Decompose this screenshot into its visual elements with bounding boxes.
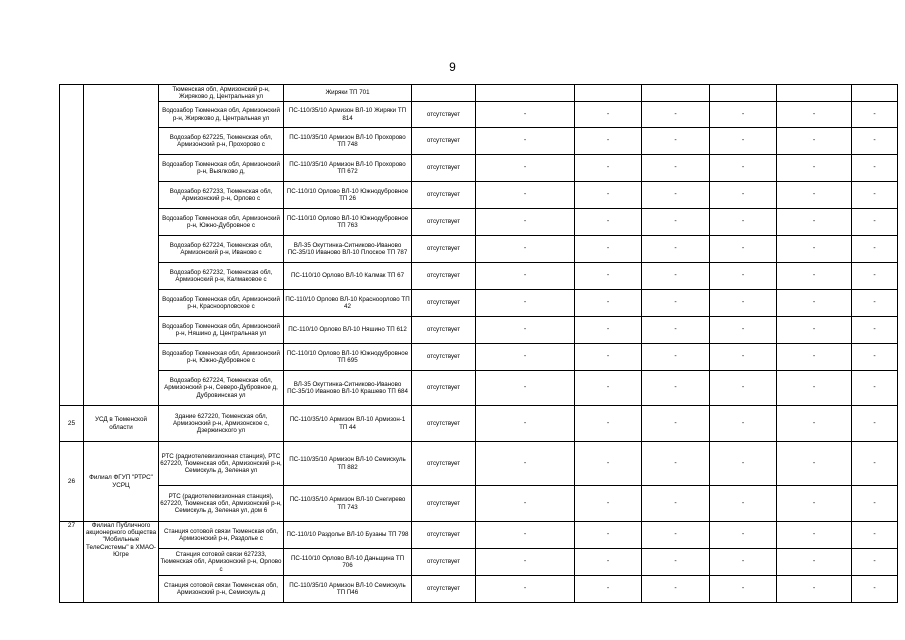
value-cell: - (642, 102, 710, 128)
value-cell: - (476, 236, 575, 263)
object-cell: Водозабор 627224, Тюменская обл, Армизонский р-н, Иваново с (159, 236, 284, 263)
value-cell: - (642, 344, 710, 371)
table-row (60, 182, 898, 209)
power-line-cell: ПС-110/35/10 Армизон ВЛ-10 Семискуль ТП 882 (284, 442, 412, 486)
value-cell: - (852, 442, 898, 486)
object-cell: Тюменская обл, Армизонский р-н, Жиряково д, Центральная ул (159, 85, 284, 102)
power-line-cell: ПС-110/10 Орлово ВЛ-10 Красноорлово ТП 42 (284, 290, 412, 317)
object-cell: РТС (радиотелевизионная станция), 627220, Тюменская обл, Армизонский р-н, Семискуль д, Зеленая ул, дом 6 (159, 486, 284, 522)
value-cell: - (642, 236, 710, 263)
value-cell: - (710, 236, 777, 263)
value-cell: - (777, 317, 852, 344)
value-cell: - (852, 371, 898, 406)
status-cell: отсутствует (412, 486, 476, 522)
value-cell: - (710, 209, 777, 236)
value-cell: - (710, 371, 777, 406)
value-cell: - (642, 155, 710, 182)
value-cell: - (642, 406, 710, 442)
value-cell: - (852, 236, 898, 263)
organization-cell: Филиал ФГУП "РТРС" УСРЦ (84, 442, 159, 522)
value-cell: - (852, 486, 898, 522)
status-cell: отсутствует (412, 576, 476, 603)
object-cell: Водозабор Тюменская обл, Армизонский р-н, Южно-Дубровное с (159, 344, 284, 371)
value-cell: - (642, 128, 710, 155)
value-cell: - (852, 522, 898, 549)
power-line-cell: ПС-110/10 Орлово ВЛ-10 Калмак ТП 67 (284, 263, 412, 290)
value-cell: - (852, 317, 898, 344)
status-cell: отсутствует (412, 549, 476, 576)
object-cell: Водозабор Тюменская обл, Армизонский р-н, Няшино д, Центральная ул (159, 317, 284, 344)
value-cell: - (476, 263, 575, 290)
value-cell: - (777, 522, 852, 549)
row-number: 26 (60, 442, 84, 522)
value-cell: - (642, 290, 710, 317)
object-cell: РТС (радиотелевизионная станция), РТС 627220, Тюменская обл, Армизонский р-н, Семискуль д, Зеленая ул (159, 442, 284, 486)
object-cell: Водозабор Тюменская обл, Армизонский р-н, Красноорловское с (159, 290, 284, 317)
power-line-cell: ПС-110/35/10 Армизон ВЛ-10 Прохорово ТП 672 (284, 155, 412, 182)
value-cell: - (710, 102, 777, 128)
power-line-cell: ПС-110/35/10 Армизон ВЛ-10 Прохорово ТП 748 (284, 128, 412, 155)
status-cell: отсутствует (412, 344, 476, 371)
table-row (60, 576, 898, 603)
value-cell: - (777, 102, 852, 128)
row-number: 25 (60, 406, 84, 442)
consumers-table (59, 84, 898, 603)
object-cell: Станция сотовой связи Тюменская обл, Армизонский р-н, Раздолье с (159, 522, 284, 549)
value-cell: - (710, 442, 777, 486)
value-cell: - (476, 182, 575, 209)
object-cell: Водозабор 627224, Тюменская обл, Армизонский р-н, Северо-Дубровное д, Дубровинская ул (159, 371, 284, 406)
table-row (60, 317, 898, 344)
value-cell: - (852, 182, 898, 209)
value-cell: - (777, 442, 852, 486)
row-number: 27 (60, 522, 84, 603)
value-cell: - (777, 290, 852, 317)
value-cell: - (575, 486, 642, 522)
value-cell: - (642, 263, 710, 290)
power-line-cell: ПС-110/35/10 Армизон ВЛ-10 Армизон-1 ТП 44 (284, 406, 412, 442)
value-cell: - (575, 442, 642, 486)
value-cell: - (575, 576, 642, 603)
value-cell: - (777, 549, 852, 576)
value-cell: - (575, 344, 642, 371)
power-line-cell: ПС-110/10 Орлово ВЛ-10 Южнодубровное ТП 695 (284, 344, 412, 371)
value-cell: - (710, 344, 777, 371)
object-cell: Здание 627220, Тюменская обл, Армизонский р-н, Армизонское с, Дзержинского ул (159, 406, 284, 442)
value-cell: - (642, 371, 710, 406)
power-line-cell: ПС-110/10 Орлово ВЛ-10 Южнодубровное ТП 26 (284, 182, 412, 209)
table-row (60, 549, 898, 576)
power-line-cell: Жиряки ТП 701 (284, 85, 412, 102)
status-cell (412, 85, 476, 102)
value-cell: - (575, 155, 642, 182)
object-cell: Станция сотовой связи Тюменская обл, Армизонский р-н, Семискуль д (159, 576, 284, 603)
status-cell: отсутствует (412, 290, 476, 317)
value-cell: - (476, 209, 575, 236)
value-cell: - (777, 263, 852, 290)
power-line-cell: ВЛ-35 Окуттинка-Ситниково-Иваново ПС-35/10 Иваново ВЛ-10 Крашево ТП 684 (284, 371, 412, 406)
table-row (60, 371, 898, 406)
value-cell: - (642, 209, 710, 236)
value-cell: - (642, 576, 710, 603)
value-cell: - (852, 263, 898, 290)
value-cell: - (710, 290, 777, 317)
value-cell: - (852, 209, 898, 236)
object-cell: Водозабор Тюменская обл, Армизонский р-н, Южно-Дубровное с (159, 209, 284, 236)
value-cell: - (575, 209, 642, 236)
organization-cell: УСД в Тюменской области (84, 406, 159, 442)
value-cell: - (710, 182, 777, 209)
status-cell: отсутствует (412, 236, 476, 263)
status-cell: отсутствует (412, 182, 476, 209)
value-cell: - (710, 406, 777, 442)
power-line-cell: ПС-110/10 Орлово ВЛ-10 Няшино ТП 612 (284, 317, 412, 344)
value-cell: - (777, 486, 852, 522)
value-cell: - (575, 290, 642, 317)
table-row (60, 155, 898, 182)
object-cell: Водозабор 627225, Тюменская обл, Армизонский р-н, Прохорово с (159, 128, 284, 155)
status-cell: отсутствует (412, 102, 476, 128)
value-cell: - (476, 486, 575, 522)
status-cell: отсутствует (412, 155, 476, 182)
status-cell: отсутствует (412, 406, 476, 442)
value-cell: - (575, 182, 642, 209)
table-row (60, 263, 898, 290)
value-cell (476, 85, 575, 102)
value-cell: - (642, 522, 710, 549)
value-cell: - (777, 344, 852, 371)
value-cell: - (642, 442, 710, 486)
table-row (60, 102, 898, 128)
value-cell: - (710, 128, 777, 155)
object-cell: Водозабор Тюменская обл, Армизонский р-н, Выялково д, (159, 155, 284, 182)
value-cell: - (777, 576, 852, 603)
table-row (60, 522, 898, 549)
power-line-cell: ПС-110/10 Раздолье ВЛ-10 Бузаны ТП 798 (284, 522, 412, 549)
value-cell: - (852, 102, 898, 128)
table-row (60, 406, 898, 442)
value-cell: - (852, 576, 898, 603)
value-cell: - (575, 102, 642, 128)
value-cell: - (476, 102, 575, 128)
value-cell: - (642, 549, 710, 576)
table-row (60, 236, 898, 263)
table-row (60, 486, 898, 522)
status-cell: отсутствует (412, 263, 476, 290)
value-cell: - (852, 406, 898, 442)
value-cell: - (710, 155, 777, 182)
row-number (60, 85, 84, 406)
value-cell: - (710, 263, 777, 290)
value-cell: - (575, 317, 642, 344)
value-cell: - (575, 522, 642, 549)
object-cell: Станция сотовой связи 627233, Тюменская обл, Армизонский р-н, Орлово с (159, 549, 284, 576)
value-cell (777, 85, 852, 102)
value-cell: - (710, 576, 777, 603)
table-row (60, 128, 898, 155)
value-cell (710, 85, 777, 102)
value-cell: - (852, 344, 898, 371)
value-cell: - (777, 371, 852, 406)
value-cell (575, 85, 642, 102)
value-cell: - (476, 128, 575, 155)
value-cell: - (476, 576, 575, 603)
status-cell: отсутствует (412, 522, 476, 549)
power-line-cell: ПС-110/35/10 Армизон ВЛ-10 Семискуль ТП П46 (284, 576, 412, 603)
value-cell: - (777, 128, 852, 155)
status-cell: отсутствует (412, 209, 476, 236)
value-cell: - (476, 549, 575, 576)
table-row (60, 442, 898, 486)
value-cell: - (575, 371, 642, 406)
page-number: 9 (449, 60, 456, 74)
value-cell: - (642, 182, 710, 209)
value-cell: - (476, 317, 575, 344)
value-cell: - (777, 155, 852, 182)
power-line-cell: ВЛ-35 Окуттинка-Ситниково-Иваново ПС-35/10 Иваново ВЛ-10 Плоское ТП 787 (284, 236, 412, 263)
value-cell: - (476, 290, 575, 317)
value-cell: - (710, 522, 777, 549)
value-cell: - (575, 406, 642, 442)
value-cell: - (575, 128, 642, 155)
status-cell: отсутствует (412, 371, 476, 406)
object-cell: Водозабор Тюменская обл, Армизонский р-н, Жиряково д, Центральная ул (159, 102, 284, 128)
value-cell: - (575, 263, 642, 290)
table-row (60, 290, 898, 317)
value-cell: - (777, 236, 852, 263)
value-cell: - (476, 406, 575, 442)
table-row (60, 344, 898, 371)
value-cell: - (852, 290, 898, 317)
value-cell: - (575, 236, 642, 263)
value-cell: - (642, 317, 710, 344)
value-cell: - (852, 128, 898, 155)
value-cell: - (710, 549, 777, 576)
value-cell: - (476, 155, 575, 182)
value-cell: - (575, 549, 642, 576)
table-row (60, 209, 898, 236)
table-row (60, 85, 898, 102)
organization-cell (84, 85, 159, 406)
status-cell: отсутствует (412, 442, 476, 486)
organization-cell: Филиал Публичного акционерного общества "Мобильные ТелеСистемы" в ХМАО-Югре (84, 522, 159, 603)
value-cell: - (852, 155, 898, 182)
object-cell: Водозабор 627233, Тюменская обл, Армизонский р-н, Орлово с (159, 182, 284, 209)
power-line-cell: ПС-110/10 Орлово ВЛ-10 Южнодубровное ТП 763 (284, 209, 412, 236)
status-cell: отсутствует (412, 128, 476, 155)
value-cell: - (476, 344, 575, 371)
value-cell: - (710, 317, 777, 344)
value-cell: - (777, 209, 852, 236)
value-cell: - (777, 182, 852, 209)
power-line-cell: ПС-110/35/10 Армизон ВЛ-10 Снегирево ТП 743 (284, 486, 412, 522)
value-cell: - (852, 549, 898, 576)
value-cell: - (476, 522, 575, 549)
value-cell: - (476, 442, 575, 486)
value-cell: - (710, 486, 777, 522)
value-cell: - (777, 406, 852, 442)
value-cell (642, 85, 710, 102)
status-cell: отсутствует (412, 317, 476, 344)
value-cell: - (642, 486, 710, 522)
value-cell (852, 85, 898, 102)
power-line-cell: ПС-110/35/10 Армизон ВЛ-10 Жиряки ТП 814 (284, 102, 412, 128)
power-line-cell: ПС-110/10 Орлово ВЛ-10 Даньщина ТП 706 (284, 549, 412, 576)
value-cell: - (476, 371, 575, 406)
object-cell: Водозабор 627232, Тюменская обл, Армизонский р-н, Калмаковое с (159, 263, 284, 290)
